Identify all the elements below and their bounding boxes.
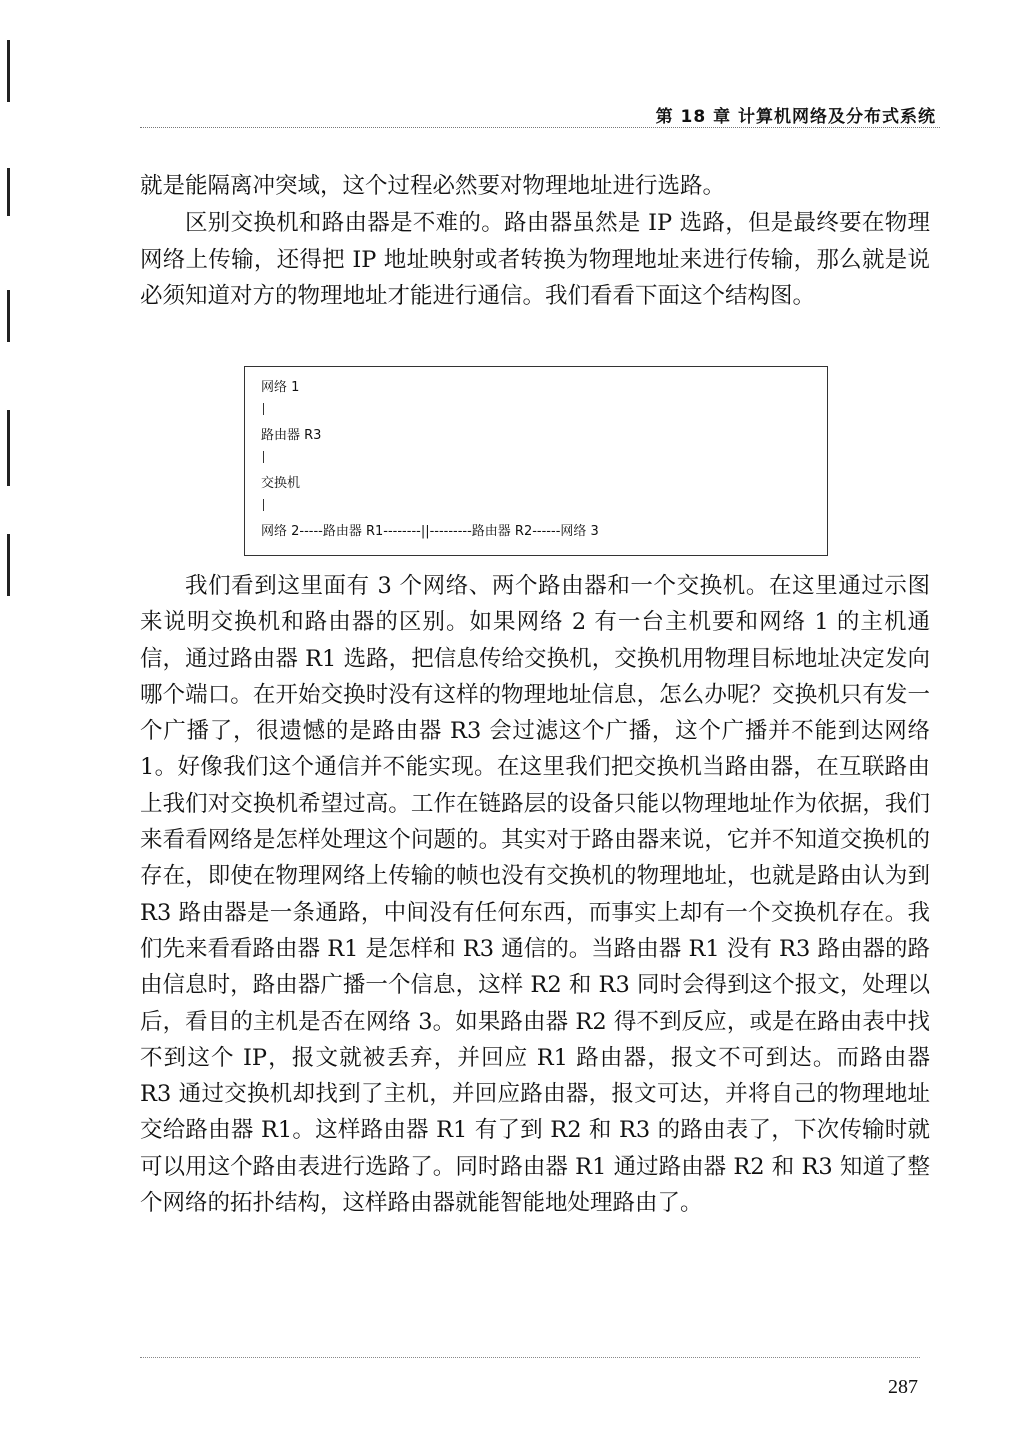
footer-rule (140, 1357, 920, 1358)
network-structure-diagram (244, 366, 828, 556)
diagram-connector (263, 499, 264, 511)
running-header (140, 98, 940, 132)
scan-binding-mark (7, 534, 10, 596)
diagram-label-router-r3: 路由器 R3 (261, 428, 322, 443)
diagram-bottom-link: 网络 2-----路由器 R1--------||---------路由器 R2------网络 3 (261, 524, 599, 539)
scan-binding-mark (7, 290, 10, 342)
header-rule (140, 127, 940, 128)
diagram-label-network-1: 网络 1 (261, 380, 300, 395)
scan-binding-mark (7, 168, 10, 216)
diagram-label-switch: 交换机 (261, 476, 301, 491)
diagram-connector (263, 451, 264, 463)
diagram-connector (263, 403, 264, 415)
page-number: 287 (888, 1376, 918, 1398)
paragraph-continuation: 就是能隔离冲突域，这个过程必然要对物理地址进行选路。 (140, 173, 726, 199)
chapter-title: 第 18 章 计算机网络及分布式系统 (655, 107, 936, 127)
scan-binding-mark (7, 40, 10, 102)
paragraph-intro: 区别交换机和路由器是不难的。路由器虽然是 IP 选路，但是最终要在物理网络上传输，还得把 IP 地址映射或者转换为物理地址来进行传输，那么就是说必须知道对方的物理地址才能进行通信。我们看看下面这个结构图。 (140, 210, 930, 310)
scan-binding-mark (7, 410, 10, 486)
paragraph-explanation: 我们看到这里面有 3 个网络、两个路由器和一个交换机。在这里通过示图来说明交换机和路由器的区别。如果网络 2 有一台主机要和网络 1 的主机通信，通过路由器 R1 选路，把信息传给交换机，交换机用物理目标地址决定发向哪个端口。在开始交换时没有这样的物理地址信息，怎么办呢？交换机只有发一个广播了，很遗憾的是路由器 R3 会过滤这个广播，这个广播并不能到达网络 1。好像我们这个通信并不能实现。在这里我们把交换机当路由器，在互联路由上我们对交换机希望过高。工作在链路层的设备只能以物理地址作为依据，我们来看看网络是怎样处理这个问题的。其实对于路由器来说，它并不知道交换机的存在，即使在物理网络上传输的帧也没有交换机的物理地址，也就是路由认为到 R3 路由器是一条通路，中间没有任何东西，而事实上却有一个交换机存在。我们先来看看路由器 R1 是怎样和 R3 通信的。当路由器 R1 没有 R3 路由器的路由信息时，路由器广播一个信息，这样 R2 和 R3 同时会得到这个报文，处理以后，看目的主机是否在网络 3。如果路由器 R2 得不到反应，或是在路由表中找不到这个 IP，报文就被丢弃，并回应 R1 路由器，报文不可到达。而路由器 R3 通过交换机却找到了主机，并回应路由器，报文可达，并将自己的物理地址交给路由器 R1。这样路由器 R1 有了到 R2 和 R3 的路由表了，下次传输时就可以用这个路由表进行选路了。同时路由器 R1 通过路由器 R2 和 R3 知道了整个网络的拓扑结构，这样路由器就能智能地处理路由了。 (140, 573, 930, 1217)
